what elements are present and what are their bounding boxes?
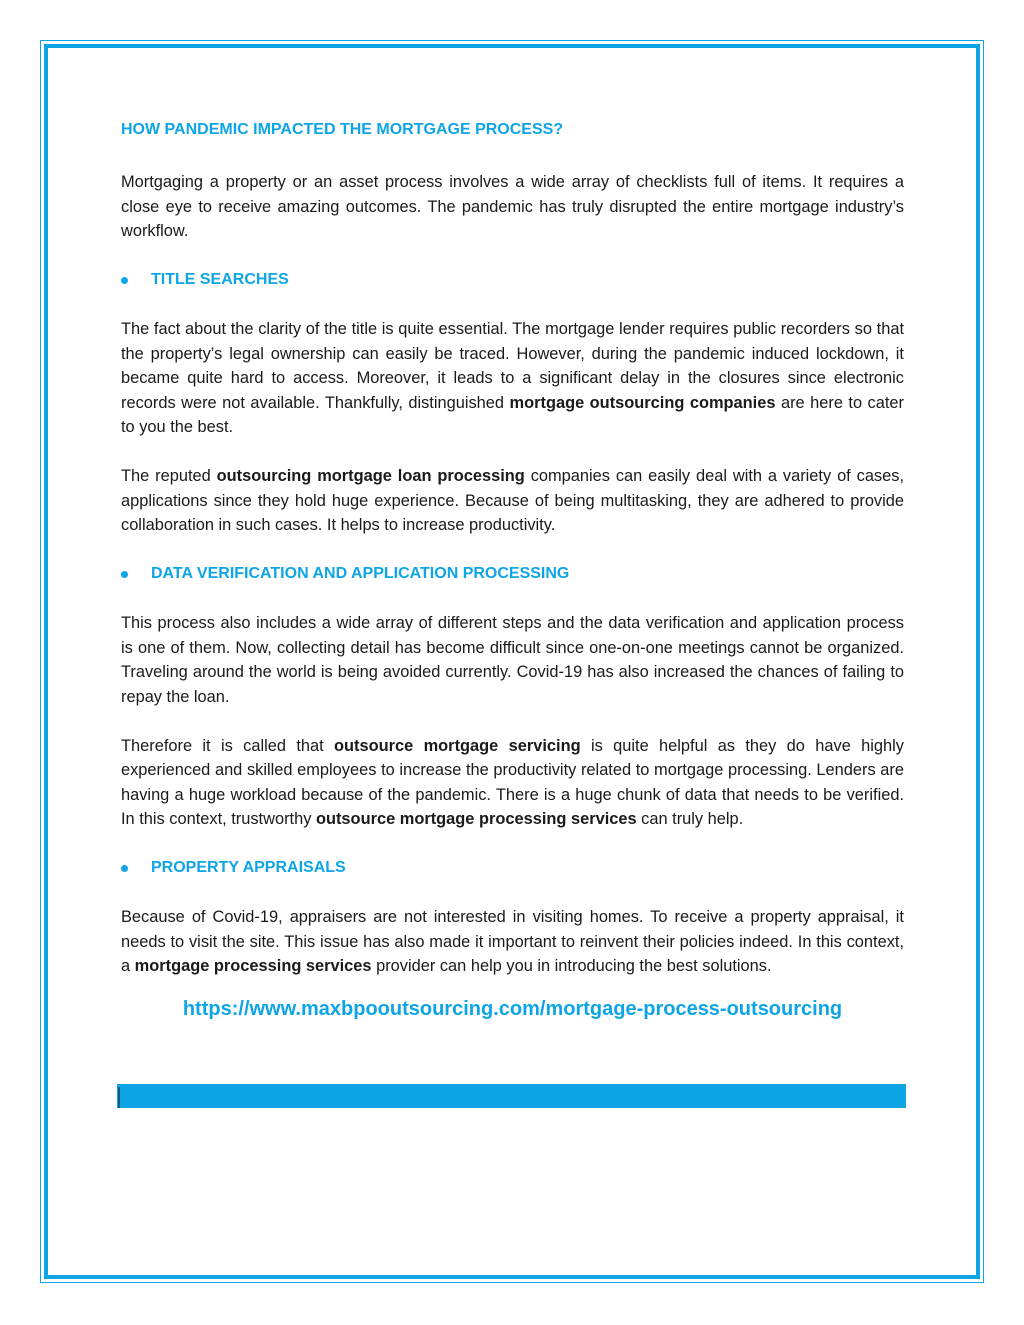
keyword-outsourcing-mortgage-loan-processing: outsourcing mortgage loan processing	[216, 467, 525, 485]
keyword-mortgage-outsourcing-companies: mortgage outsourcing companies	[509, 393, 776, 412]
section-1-paragraph-2: The reputed outsourcing mortgage loan processing companies can easily deal with a variety of cases, applications since they hold huge experience. Because of being multitasking, they are adhered to provide collaboration in such cases. It helps to increase productivity.	[121, 467, 904, 534]
page-heading: HOW PANDEMIC IMPACTED THE MORTGAGE PROCESS?	[121, 121, 564, 138]
section-property-appraisals	[121, 856, 904, 881]
section-title-searches	[121, 268, 904, 293]
footer-accent-bar	[117, 1084, 906, 1108]
bullet-icon	[121, 277, 128, 284]
keyword-outsource-mortgage-servicing: outsource mortgage servicing	[334, 736, 581, 755]
footer-bar-marker	[118, 1087, 120, 1108]
link-row	[121, 995, 904, 1023]
section-1-paragraph-1: The fact about the clarity of the title is quite essential. The mortgage lender requires public recorders so that the property’s legal ownership can easily be traced. However, during the pandemic induced lockdown, it became quite hard to access. Moreover, it leads to a significant delay in the closures since electronic records were not available. Thankfully, distinguished mortgage outsourcing companies are here to cater to you the best.	[121, 320, 905, 436]
section-2-paragraph-2: Therefore it is called that outsource mortgage servicing is quite helpful as they do have highly experienced and skilled employees to increase the productivity related to mortgage processing. Lenders are having a huge workload because of the pandemic. There is a huge chunk of data that needs to be verified. In this context, trustworthy outsource mortgage processing services can truly help.	[121, 736, 904, 828]
section-2-paragraph-1: This process also includes a wide array of different steps and the data verification and application process is one of them. Now, collecting detail has become difficult since one-on-one meetings cannot be organized. Traveling around the world is being avoided currently. Covid-19 has also increased the chances of failing to repay the loan.	[121, 614, 904, 706]
intro-paragraph: Mortgaging a property or an asset process involves a wide array of checklists full of items. It requires a close eye to receive amazing outcomes. The pandemic has truly disrupted the entire mortgage industry’s workflow.	[121, 173, 904, 240]
section-title: PROPERTY APPRAISALS	[151, 859, 346, 876]
section-title: TITLE SEARCHES	[151, 271, 289, 288]
section-data-verification	[121, 562, 904, 587]
bullet-icon	[121, 865, 128, 872]
section-title: DATA VERIFICATION AND APPLICATION PROCESSING	[151, 565, 570, 582]
section-3-paragraph-1: Because of Covid-19, appraisers are not interested in visiting homes. To receive a property appraisal, it needs to visit the site. This issue has also made it important to reinvent their policies indeed. In this context, a mortgage processing services provider can help you in introducing the best solutions.	[121, 908, 904, 975]
document-content	[121, 118, 904, 1023]
bullet-icon	[121, 571, 128, 578]
keyword-outsource-mortgage-processing-services: outsource mortgage processing services	[315, 810, 637, 828]
keyword-mortgage-processing-services: mortgage processing services	[134, 957, 372, 975]
website-link[interactable]: https://www.maxbpooutsourcing.com/mortgage-process-outsourcing	[182, 997, 843, 1020]
